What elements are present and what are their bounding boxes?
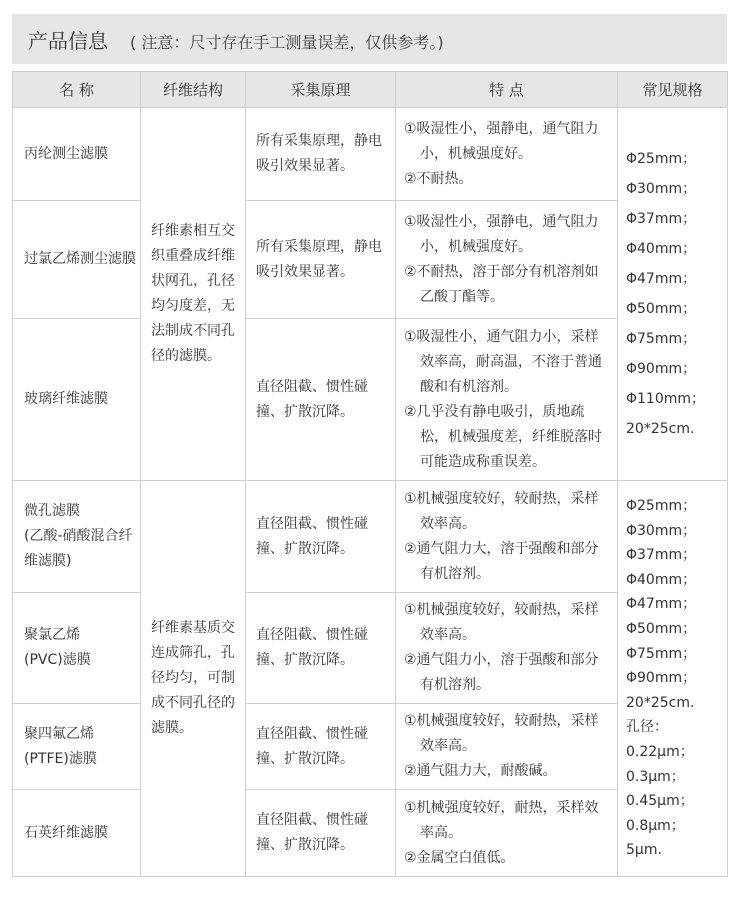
feature-item: ①吸湿性小，强静电，通气阻力小，机械强度好。 bbox=[404, 213, 599, 255]
collection-principle: 所有采集原理，静电吸引效果显著。 bbox=[246, 108, 396, 201]
collection-principle: 直径阻截、惯性碰撞、扩散沉降。 bbox=[246, 790, 396, 877]
table-row bbox=[13, 108, 728, 201]
product-name: 聚四氟乙烯 (PTFE)滤膜 bbox=[13, 704, 141, 790]
features bbox=[396, 481, 618, 593]
features bbox=[396, 790, 618, 877]
measurement-note: ( 注意：尺寸存在手工测量误差，仅供参考。) bbox=[130, 33, 444, 52]
column-header-name: 名 称 bbox=[13, 72, 141, 108]
column-header-features: 特 点 bbox=[396, 72, 618, 108]
feature-item: ①机械强度较好，较耐热，采样效率高。 bbox=[404, 490, 599, 532]
product-info-table bbox=[12, 71, 728, 877]
common-specs: Φ25mm； Φ30mm； Φ37mm； Φ40mm； Φ47mm； Φ50mm； Φ75mm； Φ90mm； Φ110mm； 20*25cm. bbox=[618, 108, 728, 481]
column-header-principle: 采集原理 bbox=[246, 72, 396, 108]
feature-item: ①机械强度较好，较耐热，采样效率高。 bbox=[404, 602, 599, 643]
product-name: 石英纤维滤膜 bbox=[13, 790, 141, 877]
feature-item: ②几乎没有静电吸引，质地疏松，机械强度差，纤维脱落时可能造成称重误差。 bbox=[404, 403, 602, 470]
feature-item: ①机械强度较好，较耐热，采样效率高。 bbox=[404, 713, 599, 754]
feature-item: ①机械强度较好，耐热，采样效率高。 bbox=[404, 799, 599, 841]
collection-principle: 所有采集原理，静电吸引效果显著。 bbox=[246, 201, 396, 319]
features bbox=[396, 201, 618, 319]
common-specs: Φ25mm； Φ30mm； Φ37mm； Φ40mm； Φ47mm； Φ50mm； Φ75mm； Φ90mm； 20*25cm. 孔径： 0.22μm； 0.3μm； 0.45μm； 0.8μm； 5μm. bbox=[618, 481, 728, 877]
table-row bbox=[13, 481, 728, 593]
collection-principle: 直径阻截、惯性碰撞、扩散沉降。 bbox=[246, 704, 396, 790]
column-header-specs: 常见规格 bbox=[618, 72, 728, 108]
feature-item: ②通气阻力大，溶于强酸和部分有机溶剂。 bbox=[404, 540, 599, 582]
table-header-row bbox=[13, 72, 728, 108]
feature-item: ①吸湿性小，通气阻力小，采样效率高，耐高温，不溶于普通酸和有机溶剂。 bbox=[404, 328, 602, 395]
feature-item: ②不耐热，溶于部分有机溶剂如乙酸丁酯等。 bbox=[404, 263, 599, 305]
feature-item: ②通气阻力小，溶于强酸和部分有机溶剂。 bbox=[404, 652, 599, 693]
feature-item: ②金属空白值低。 bbox=[404, 849, 515, 866]
collection-principle: 直径阻截、惯性碰撞、扩散沉降。 bbox=[246, 593, 396, 704]
features bbox=[396, 108, 618, 201]
features bbox=[396, 593, 618, 704]
collection-principle: 直径阻截、惯性碰撞、扩散沉降。 bbox=[246, 481, 396, 593]
feature-item: ②不耐热。 bbox=[404, 170, 473, 187]
product-name: 过氯乙烯测尘滤膜 bbox=[13, 201, 141, 319]
fiber-structure: 纤维素相互交织重叠成纤维状网孔，孔径均匀度差，无法制成不同孔径的滤膜。 bbox=[141, 108, 246, 481]
product-name: 丙纶测尘滤膜 bbox=[13, 108, 141, 201]
header-bar bbox=[12, 14, 727, 64]
page-title: 产品信息 bbox=[28, 29, 108, 53]
feature-item: ②通气阻力大，耐酸碱。 bbox=[404, 763, 557, 779]
features bbox=[396, 319, 618, 481]
fiber-structure: 纤维素基质交连成筛孔，孔径均匀，可制成不同孔径的滤膜。 bbox=[141, 481, 246, 877]
feature-item: ①吸湿性小，强静电，通气阻力小，机械强度好。 bbox=[404, 120, 599, 162]
product-name: 玻璃纤维滤膜 bbox=[13, 319, 141, 481]
product-name: 微孔滤膜 (乙酸-硝酸混合纤维滤膜) bbox=[13, 481, 141, 593]
collection-principle: 直径阻截、惯性碰撞、扩散沉降。 bbox=[246, 319, 396, 481]
product-name: 聚氯乙烯 (PVC)滤膜 bbox=[13, 593, 141, 704]
features bbox=[396, 704, 618, 790]
column-header-structure: 纤维结构 bbox=[141, 72, 246, 108]
